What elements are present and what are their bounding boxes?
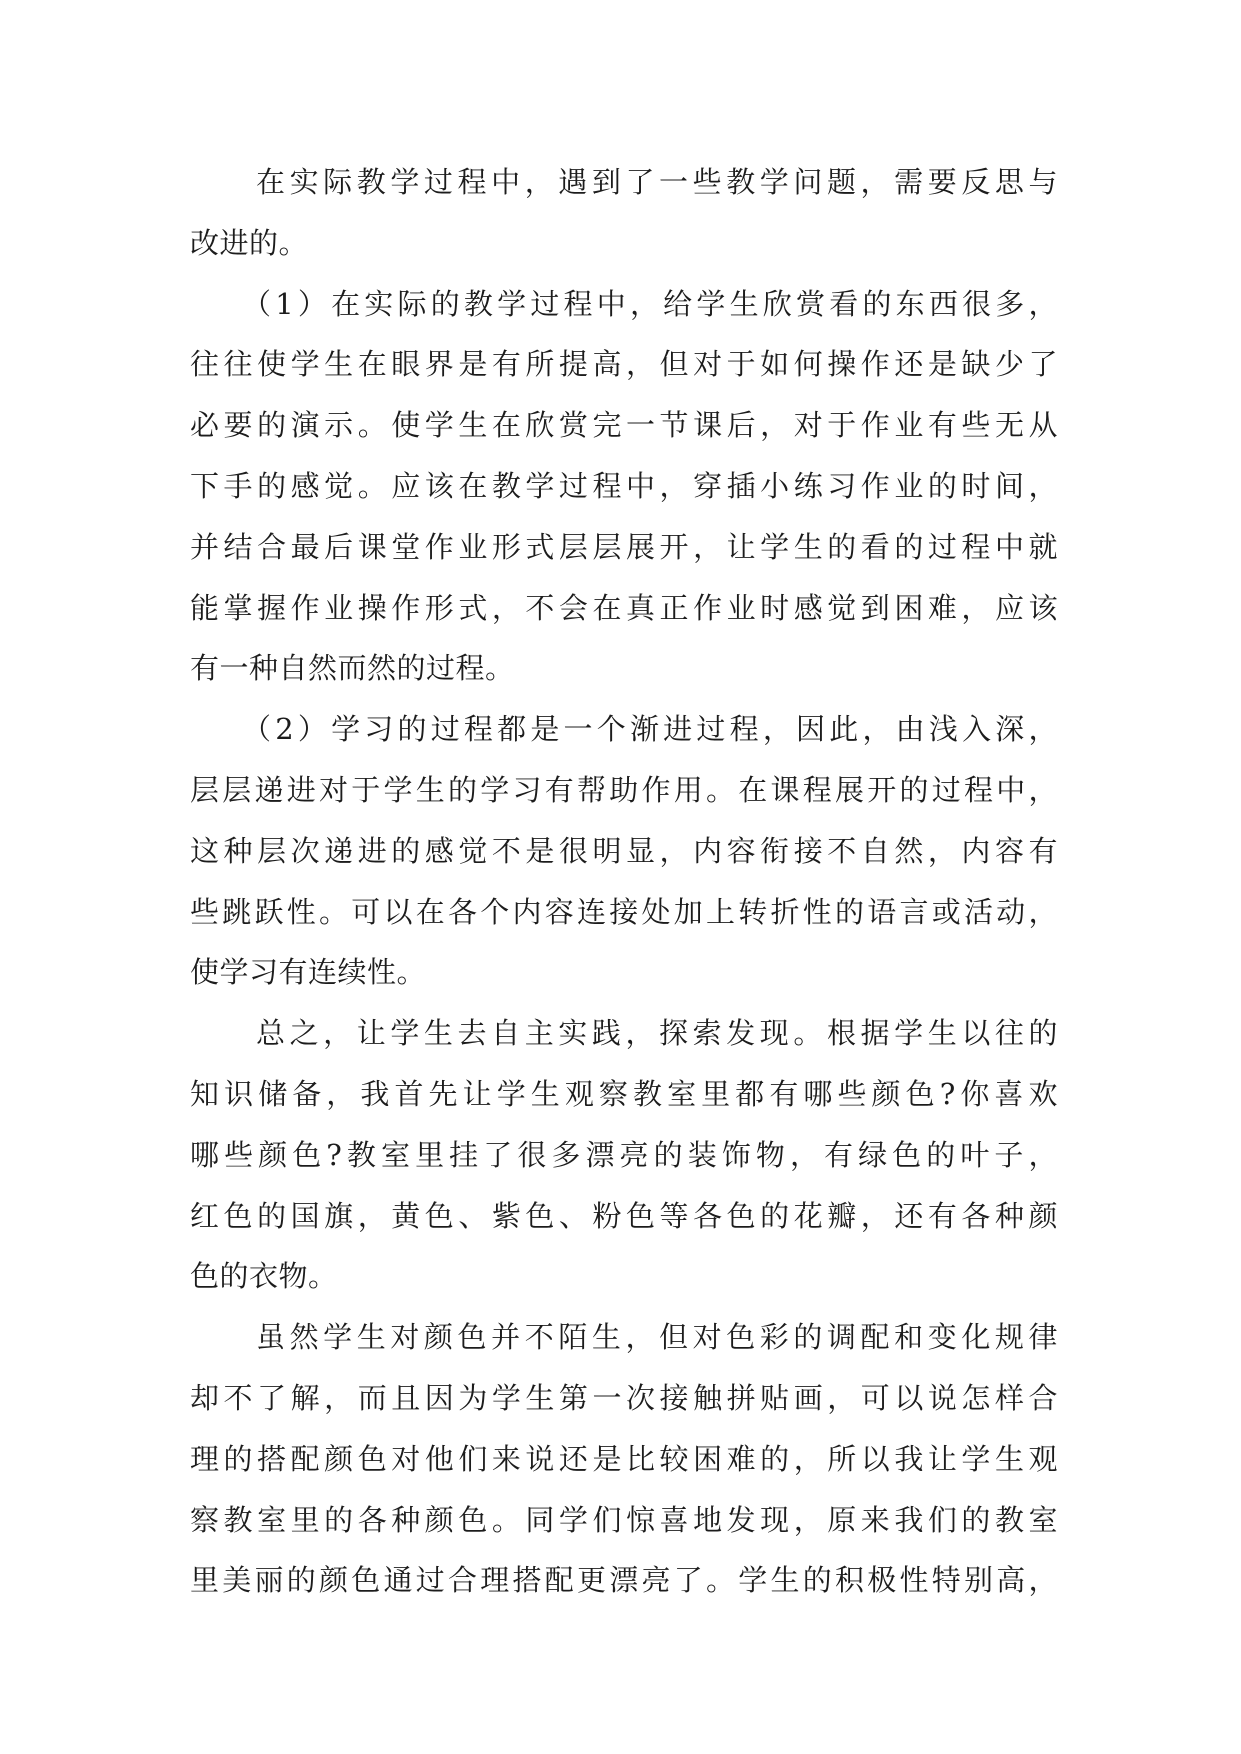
paragraph-line: 往往使学生在眼界是有所提高，但对于如何操作还是缺少了 [190,347,1058,382]
paragraph-line: 虽然学生对颜色并不陌生，但对色彩的调配和变化规律 [256,1320,1058,1355]
paragraph-line: 色的衣物。 [190,1259,338,1294]
paragraph-line: 总之，让学生去自主实践，探索发现。根据学生以往的 [256,1016,1058,1051]
paragraph-line: 却不了解，而且因为学生第一次接触拼贴画，可以说怎样合 [190,1380,1058,1415]
paragraph-line: 并结合最后课堂作业形式层层展开，让学生的看的过程中就 [190,529,1058,564]
paragraph-line: 里美丽的颜色通过合理搭配更漂亮了。学生的积极性特别高， [190,1563,1058,1598]
paragraph-line: 改进的。 [190,225,309,260]
document-body [190,152,1058,1611]
paragraph-line: 使学习有连续性。 [190,955,427,990]
paragraph-line: 层层递进对于学生的学习有帮助作用。在课程展开的过程中， [190,772,1058,807]
paragraph-line: 理的搭配颜色对他们来说还是比较困难的，所以我让学生观 [190,1441,1058,1476]
paragraph-line: 些跳跃性。可以在各个内容连接处加上转折性的语言或活动， [190,894,1058,929]
paragraph-line: 有一种自然而然的过程。 [190,651,515,686]
paragraph-line: 知识储备，我首先让学生观察教室里都有哪些颜色?你喜欢 [190,1076,1058,1111]
paragraph-line: 察教室里的各种颜色。同学们惊喜地发现，原来我们的教室 [190,1502,1058,1537]
paragraph-line: 红色的国旗，黄色、紫色、粉色等各色的花瓣，还有各种颜 [190,1198,1058,1233]
paragraph-line: （1）在实际的教学过程中，给学生欣赏看的东西很多， [242,286,1058,321]
paragraph-line: （2）学习的过程都是一个渐进过程，因此，由浅入深， [242,712,1058,747]
paragraph-line: 哪些颜色?教室里挂了很多漂亮的装饰物，有绿色的叶子， [190,1137,1058,1172]
paragraph-line: 下手的感觉。应该在教学过程中，穿插小练习作业的时间， [190,468,1058,503]
paragraph-line: 这种层次递进的感觉不是很明显，内容衔接不自然，内容有 [190,833,1058,868]
paragraph-line: 必要的演示。使学生在欣赏完一节课后，对于作业有些无从 [190,408,1058,443]
paragraph-line: 在实际教学过程中，遇到了一些教学问题，需要反思与 [256,165,1058,199]
paragraph-line: 能掌握作业操作形式，不会在真正作业时感觉到困难，应该 [190,590,1058,625]
